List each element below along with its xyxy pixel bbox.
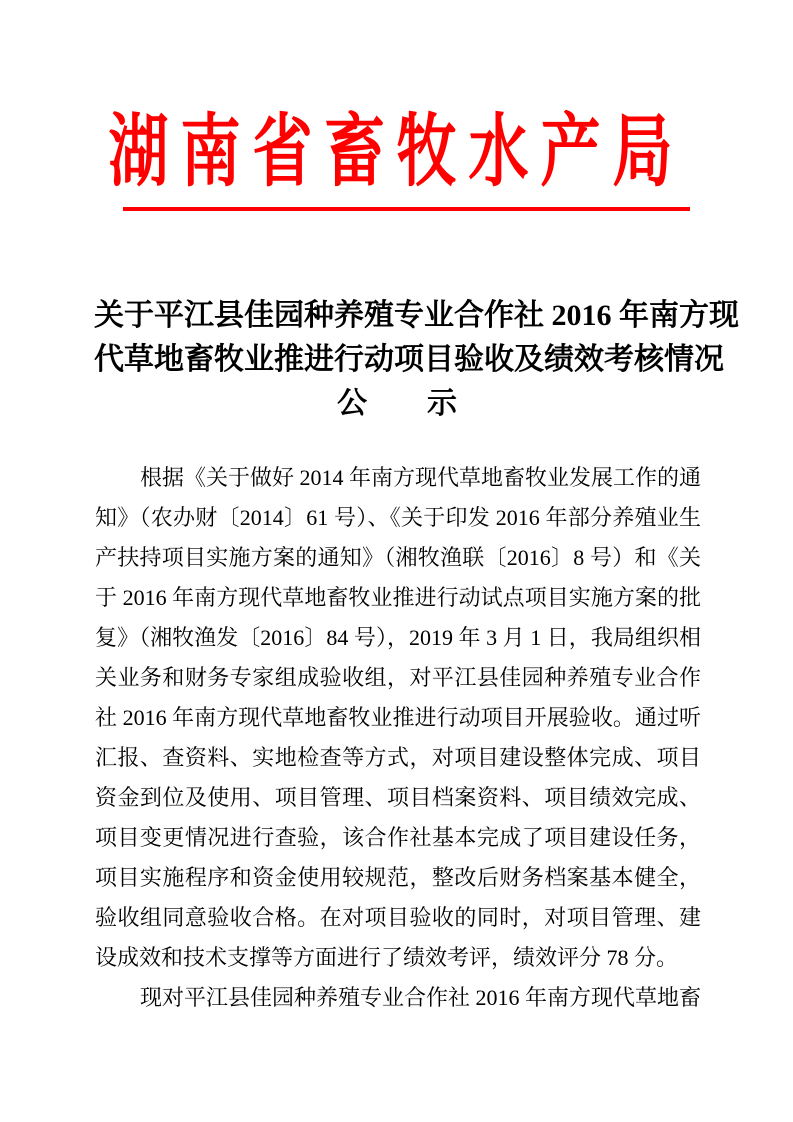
agency-letterhead [96,104,697,200]
body-text-line: 知》（农办财〔2014〕61 号）、《关于印发 2016 年部分养殖业生 [95,505,701,530]
body-text-line: 根据《关于做好 2014 年南方现代草地畜牧业发展工作的通 [140,465,702,490]
title-line-2: 代草地畜牧业推进行动项目验收及绩效考核情况 [94,343,724,376]
body-text-line: 验收组同意验收合格。在对项目验收的同时，对项目管理、建 [95,905,701,930]
body-text-line: 资金到位及使用、项目管理、项目档案资料、项目绩效完成、 [95,785,701,810]
body-text-line: 社 2016 年南方现代草地畜牧业推进行动项目开展验收。通过听 [95,705,701,730]
body-text-line: 关业务和财务专家组成验收组，对平江县佳园种养殖专业合作 [95,665,701,690]
document-title [94,294,739,426]
document-body [95,458,701,1018]
body-text-line: 于 2016 年南方现代草地畜牧业推进行动试点项目实施方案的批 [95,585,701,610]
body-text-line: 项目实施程序和资金使用较规范，整改后财务档案基本健全， [95,865,701,890]
agency-name: 湖南省畜牧水产局 [108,108,685,196]
body-text-line: 产扶持项目实施方案的通知》（湘牧渔联〔2016〕8 号）和《关 [95,545,701,570]
body-text-line: 复》（湘牧渔发〔2016〕84 号），2019 年 3 月 1 日，我局组织相 [95,625,701,650]
body-text-line: 项目变更情况进行查验，该合作社基本完成了项目建设任务， [95,825,701,850]
body-text-line: 汇报、查资料、实地检查等方式，对项目建设整体完成、项目 [95,745,701,770]
body-text-line: 设成效和技术支撑等方面进行了绩效考评，绩效评分 78 分。 [95,945,679,970]
body-text-line: 现对平江县佳园种养殖专业合作社 2016 年南方现代草地畜 [140,985,702,1010]
title-line-3: 公 示 [337,387,457,420]
red-divider-line [123,207,690,211]
title-line-1: 关于平江县佳园种养殖专业合作社 2016 年南方现 [94,299,739,332]
